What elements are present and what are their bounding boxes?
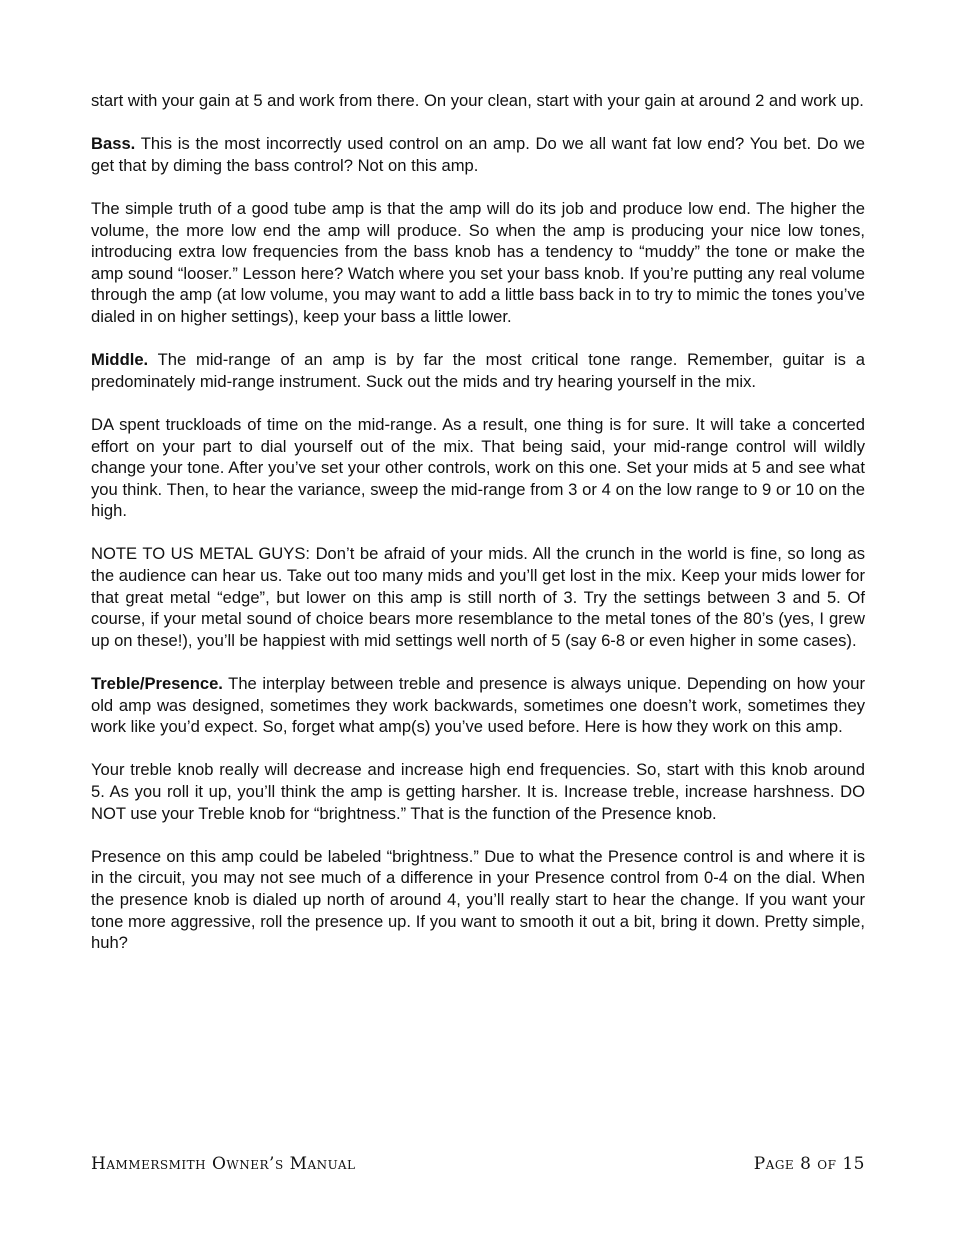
page-footer — [91, 1154, 865, 1178]
paragraph-text: The interplay between treble and presence is always unique. Depending on how your old amp was designed, sometimes they work backwards, sometimes one doesn’t work, sometimes they work like you’d expect. So, forget what amp(s) you’ve used before. Here is how they work on this amp. — [91, 674, 865, 737]
paragraph-text: DA spent truckloads of time on the mid-range. As a result, one thing is for sure. It will take a concerted effort on your part to dial yourself out of the mix. That being said, your mid-range control will wildly change your tone. After you’ve set your other controls, work on this one. Set your mids at 5 and see what you think. Then, to hear the variance, sweep the mid-range from 3 or 4 on the low range to 9 or 10 on the high. — [91, 414, 865, 521]
footer-page-number: Page 8 of 15 — [753, 1154, 865, 1174]
paragraph-middle — [91, 349, 865, 392]
paragraph-gain-continued — [91, 90, 865, 112]
paragraph-text: The mid-range of an amp is by far the most critical tone range. Remember, guitar is a predominately mid-range instrument. Suck out the mids and try hearing yourself in the mix. — [91, 350, 865, 391]
paragraph-text: Presence on this amp could be labeled “brightness.” Due to what the Presence control is and where it is in the circuit, you may not see much of a difference in your Presence control from 0-4 on the dial. When the presence knob is dialed up north of around 4, you’ll really start to hear the change. If you want your tone more aggressive, roll the presence up. If you want to smooth it out a bit, bring it down. Pretty simple, huh? — [91, 846, 865, 953]
paragraph-text: Your treble knob really will decrease and increase high end frequencies. So, start with this knob around 5. As you roll it up, you’ll think the amp is getting harsher. It is. Increase treble, increase harshness. DO NOT use your Treble knob for “brightness.” That is the function of the Presence knob. — [91, 760, 865, 823]
paragraph-midrange-detail — [91, 414, 865, 522]
section-heading-bass: Bass. — [91, 134, 136, 154]
paragraph-treble-presence — [91, 673, 865, 738]
section-heading-treble-presence: Treble/Presence. — [91, 674, 223, 694]
paragraph-text: NOTE TO US METAL GUYS: Don’t be afraid of your mids. All the crunch in the world is fine, so long as the audience can hear us. Take out too many mids and you’ll get lost in the mix. Keep your mids lower for that great metal “edge”, but lower on this amp is still north of 3. Try the settings between 3 and 5. Of course, if your metal sound of choice bears more resemblance to the metal tones of the 80’s (yes, I grew up on these!), you’ll be happiest with mid settings well north of 5 (say 6-8 or even higher in some cases). — [91, 544, 865, 650]
paragraph-text: The simple truth of a good tube amp is that the amp will do its job and produce low end. The higher the volume, the more low end the amp will produce. So when the amp is producing your nice low tones, introducing extra low frequencies from the bass knob has a tendency to “muddy” the tone or make the amp sound “looser.” Lesson here? Watch where you set your bass knob. If you’re putting any real volume through the amp (at low volume, you may want to add a little bass back in to try to mimic the tones you’ve dialed in on higher settings), keep your bass a little lower. — [91, 198, 865, 326]
paragraph-bass-detail — [91, 198, 865, 328]
paragraph-treble-detail — [91, 759, 865, 824]
section-heading-middle: Middle. — [91, 350, 149, 370]
paragraph-metal-note — [91, 543, 865, 651]
paragraph-text: This is the most incorrectly used control on an amp. Do we all want fat low end? You bet. Do we get that by diming the bass control? Not on this amp. — [91, 134, 865, 175]
body-text — [91, 90, 865, 975]
paragraph-text: start with your gain at 5 and work from there. On your clean, start with your gain at around 2 and work up. — [91, 91, 864, 110]
paragraph-presence-detail — [91, 846, 865, 954]
footer-manual-title: Hammersmith Owner’s Manual — [91, 1154, 356, 1174]
paragraph-bass — [91, 133, 865, 176]
